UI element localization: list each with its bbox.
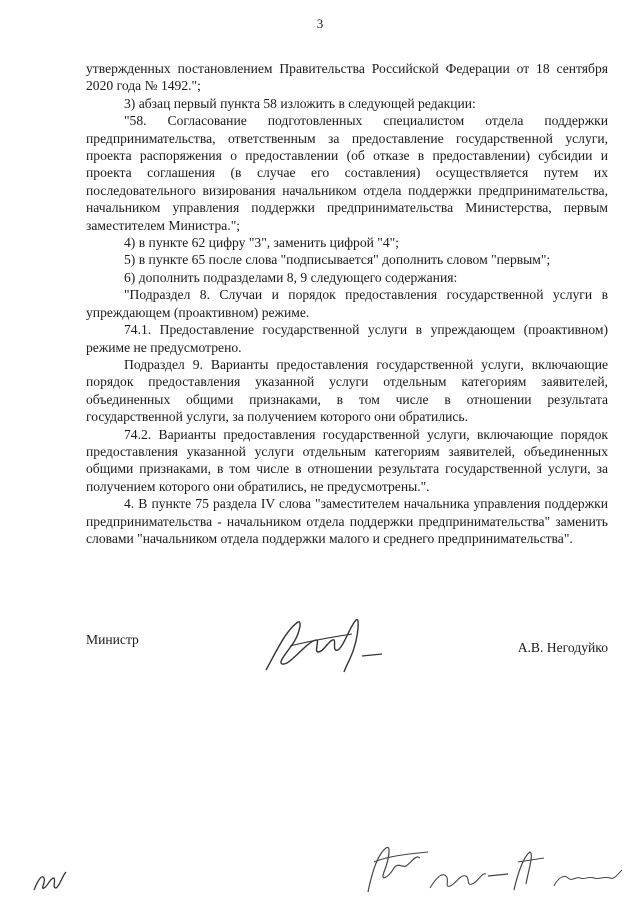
paragraph: 5) в пункте 65 после слова "подписывается" дополнить словом "первым"; [124,252,551,268]
paragraph: Подраздел 9. Варианты предоставления государственной услуги, включающие порядок предоставления указанной услуги отдельным категориям заявителей, объединенных общими признаками, в том числе в отношении результата государственной услуги, за получением которого они обратились. [86,356,608,425]
paragraph: 74.2. Варианты предоставления государственной услуги, включающие порядок предоставления указанной услуги отдельным категориям заявителей, объединенных общими признаками, в том числе в отношении результата государственной услуги, за получением которого они обратились, не предусмотрены.". [86,426,608,494]
initials-mark [30,866,70,896]
paragraph: утвержденных постановлением Правительства Российской Федерации от 18 сентября 2020 года № 1492."; [86,61,608,94]
paragraph: "58. Согласование подготовленных специалистом отдела поддержки предпринимательства, ответственным за предоставление государственной услуги, проекта распоряжения о предоставлении (об отказе в предоставлении) субсидии и проекта соглашения (в случае его составления) осуществляется путем их последовательного визирования начальником отдела поддержки предпринимательства, начальником управления поддержки предпринимательства Министерства, первым заместителем Министра."; [86,113,608,233]
paragraph: 4) в пункте 62 цифру "3", заменить цифрой "4"; [124,235,399,251]
signature-block [86,612,608,692]
paragraph: 3) абзац первый пункта 58 изложить в следующей редакции: [124,95,476,111]
page-number: 3 [316,16,324,31]
approval-marks [0,830,640,905]
document-body [86,60,608,547]
signer-name: А.В. Негодуйко [517,640,608,655]
paragraph: "Подраздел 8. Случаи и порядок предоставления государственной услуги в упреждающем (проактивном) режиме. [86,287,608,320]
paragraph: 74.1. Предоставление государственной услуги в упреждающем (проактивном) режиме не предусмотрено. [86,322,608,355]
signer-role: Министр [86,632,139,647]
paragraph: 6) дополнить подразделами 8, 9 следующего содержания: [124,269,458,285]
handwritten-signature [256,612,396,682]
approval-signatures [358,832,628,902]
paragraph: 4. В пункте 75 раздела IV слова "заместителем начальника управления поддержки предпринимательства - начальником отдела поддержки предпринимательства" заменить словами "начальником отдела поддержки малого и среднего предпринимательства". [86,496,608,546]
